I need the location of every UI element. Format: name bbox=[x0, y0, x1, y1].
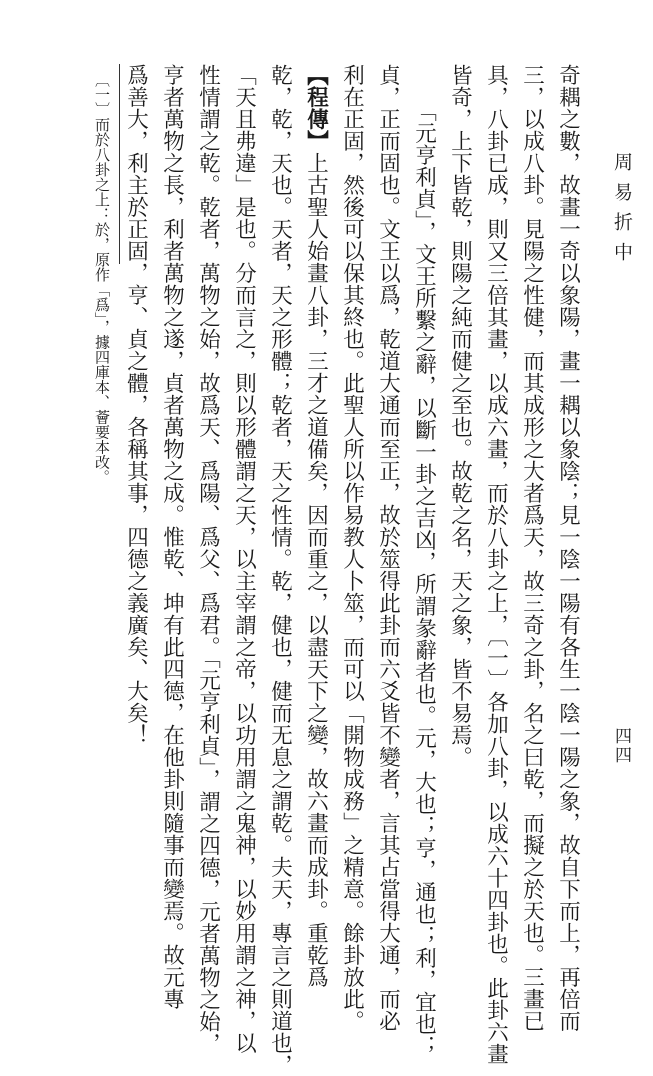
page-number: 四四 bbox=[611, 727, 631, 765]
book-title: 周易折中 bbox=[611, 152, 633, 272]
text-column-13: 爲善大，利主於正固，亨、貞之體，各稱其事，四德之義廣矣、大矣！ bbox=[123, 64, 149, 746]
cheng-zhuan-label: 【程傳】 bbox=[303, 64, 329, 152]
text-column-10: 「天且弗違」是也。分而言之，則以形體謂之天，以主宰謂之帝，以功用謂之鬼神，以妙用謂之神，以 bbox=[231, 64, 257, 1054]
text-column-3: 具，八卦已成，則又三倍其畫，以成六畫，而於八卦之上，〔一〕各加八卦，以成六十四卦也。此卦六畫 bbox=[483, 64, 509, 1066]
text-column-9: 乾，乾，天也。天者，天之形體；乾者，天之性情。乾，健也，健而无息之謂乾。夫天，專言之則道也， bbox=[267, 64, 293, 1076]
footnote: 〔一〕而於八卦之上：於，原作「爲」，據四庫本、薈要本改。 bbox=[93, 72, 111, 485]
text-column-5: 「元亨利貞」，文王所繫之辭，以斷一卦之吉凶，所謂彖辭者也。元，大也；亨，通也；利，宜也； bbox=[411, 100, 437, 1058]
cheng-zhuan-text: 上古聖人始畫八卦，三才之道備矣，因而重之，以盡天下之變，故六畫而成卦。重乾爲 bbox=[303, 152, 329, 988]
text-column-11: 性情謂之乾。乾者，萬物之始，故爲天、爲陽、爲父、爲君。「元亨利貞」，謂之四德，元者萬物之始， bbox=[195, 64, 221, 1055]
text-column-4: 皆奇，上下皆乾，則陽之純而健之至也。故乾之名，天之象，皆不易焉。 bbox=[447, 64, 473, 768]
text-column-7: 利在正固，然後可以保其終也。此聖人所以作易教人卜筮，而可以「開物成務」之精意。餘卦放此。 bbox=[339, 64, 365, 1032]
text-column-2: 三，以成八卦。見陽之性健，而其成形之大者爲天，故三奇之卦，名之曰乾，而擬之於天也。三畫已 bbox=[519, 64, 545, 1032]
text-column-6: 貞，正而固也。文王以爲，乾道大通而至正，故於筮得此卦而六爻皆不變者，言其占當得大通，而必 bbox=[375, 64, 401, 1032]
text-column-1: 奇耦之數，故畫一奇以象陽，畫一耦以象陰；見一陰一陽有各生一陰一陽之象，故自下而上，再倍而 bbox=[555, 64, 581, 1032]
footnote-divider bbox=[119, 64, 120, 264]
text-column-8 bbox=[305, 64, 327, 988]
text-column-12: 亨者萬物之長，利者萬物之遂，貞者萬物之成。惟乾、坤有此四德，在他卦則隨事而變焉。故元專 bbox=[159, 64, 185, 1010]
